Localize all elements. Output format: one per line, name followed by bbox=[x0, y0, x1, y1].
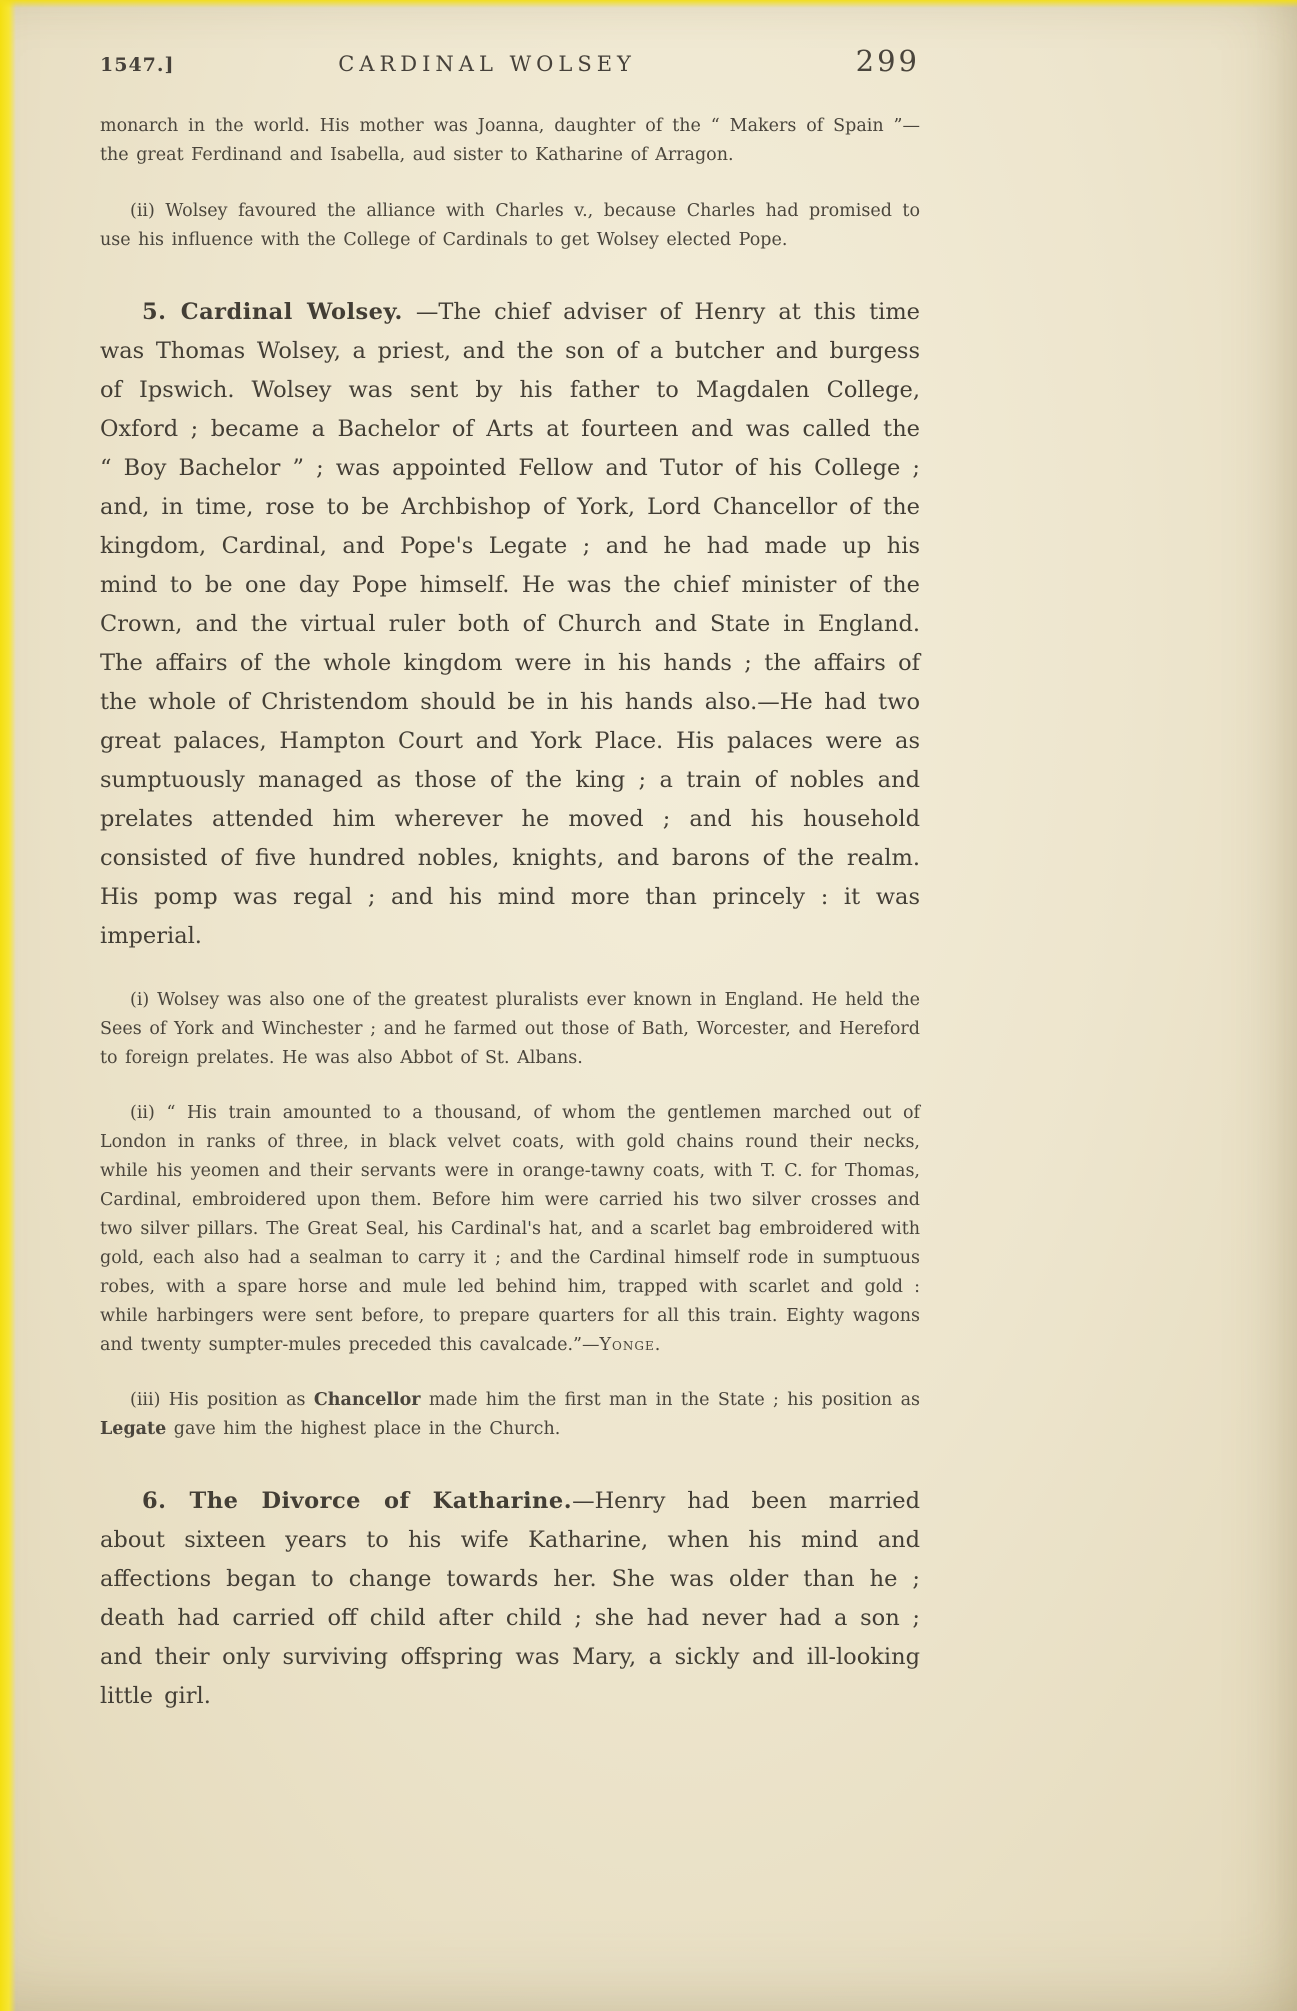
header-year: 1547.] bbox=[100, 54, 175, 76]
footnote-iii bbox=[100, 1386, 920, 1444]
running-header bbox=[100, 44, 920, 78]
page-number: 299 bbox=[855, 44, 920, 78]
paragraph-continued: monarch in the world. His mother was Joanna, daughter of the “ Makers of Spain ”— the great Ferdinand and Isabella, aud sister to Katharine of Arragon. bbox=[100, 116, 920, 165]
section-5-paragraph bbox=[100, 293, 920, 956]
header-title: CARDINAL WOLSEY bbox=[338, 52, 636, 76]
footnote-i: (i) Wolsey was also one of the greatest pluralists ever known in England. He held the Sees of York and Winchester ; and he farmed out those of Bath, Worcester, and Hereford to foreign prelates. He was also Abbot of St. Albans. bbox=[100, 990, 920, 1068]
footnote-iii-part: gave him the highest place in the Church. bbox=[166, 1419, 561, 1439]
page-edge-top bbox=[0, 0, 1297, 8]
footnote-iii-chancellor: Chancellor bbox=[313, 1390, 421, 1410]
section-6-body: —Henry had been married about sixteen years to his wife Katharine, when his mind and affections began to change towards her. She was older than he ; death had carried off child after child ; she had never had a son ; and their only surviving offspring was Mary, a sickly and ill-looking little girl. bbox=[100, 1488, 920, 1709]
page-edge-left bbox=[0, 0, 16, 2011]
footnote-iii-legate: Legate bbox=[100, 1419, 167, 1439]
footnote-ii bbox=[100, 1099, 920, 1360]
note-top-ii: (ii) Wolsey favoured the alliance with Charles v., because Charles had promised to use his influence with the College of Cardinals to get Wolsey elected Pope. bbox=[100, 201, 920, 250]
footnote-ii-text: (ii) “ His train amounted to a thousand, of whom the gentlemen marched out of London in ranks of three, in black velvet coats, with gold chains round their necks, while his yeomen and their servants were in orange-tawny coats, with T. C. for Thomas, Cardinal, embroidered upon them. Before him were carried his two silver crosses and two silver pillars. The Great Seal, his Cardinal's hat, and a scarlet bag embroidered with gold, each also had a sealman to carry it ; and the Cardinal himself rode in sumptuous robes, with a spare horse and mule led behind him, trapped with scarlet and gold : while harbingers were sent before, to prepare quarters for all this train. Eighty wagons and twenty sumpter-mules preceded this cavalcade.”— bbox=[100, 1103, 920, 1355]
section-6-paragraph bbox=[100, 1482, 920, 1716]
section-5-body: —The chief adviser of Henry at this time was Thomas Wolsey, a priest, and the son of a butcher and burgess of Ipswich. Wolsey was sent by his father to Magdalen College, Oxford ; became a Bachelor of Arts at fourteen and was called the “ Boy Bachelor ” ; was appointed Fellow and Tutor of his College ; and, in time, rose to be Archbishop of York, Lord Chancellor of the kingdom, Cardinal, and Pope's Legate ; and he had made up his mind to be one day Pope himself. He was the chief minister of the Crown, and the virtual ruler both of Church and State in England. The affairs of the whole kingdom were in his hands ; the affairs of the whole of Christendom should be in his hands also.—He had two great palaces, Hampton Court and York Place. His palaces were as sumptuously managed as those of the king ; a train of nobles and prelates attended him wherever he moved ; and his household consisted of five hundred nobles, knights, and barons of the realm. His pomp was regal ; and his mind more than princely : it was imperial. bbox=[100, 299, 920, 949]
footnote-iii-part: made him the first man in the State ; his position as bbox=[420, 1390, 920, 1410]
section-6-heading: 6. The Divorce of Katharine. bbox=[142, 1488, 573, 1514]
footnote-iii-part: (iii) His position as bbox=[130, 1390, 314, 1410]
section-5-heading: 5. Cardinal Wolsey. bbox=[142, 299, 403, 325]
footnote-ii-attribution: Yonge. bbox=[599, 1335, 662, 1355]
page-content bbox=[100, 44, 920, 1716]
